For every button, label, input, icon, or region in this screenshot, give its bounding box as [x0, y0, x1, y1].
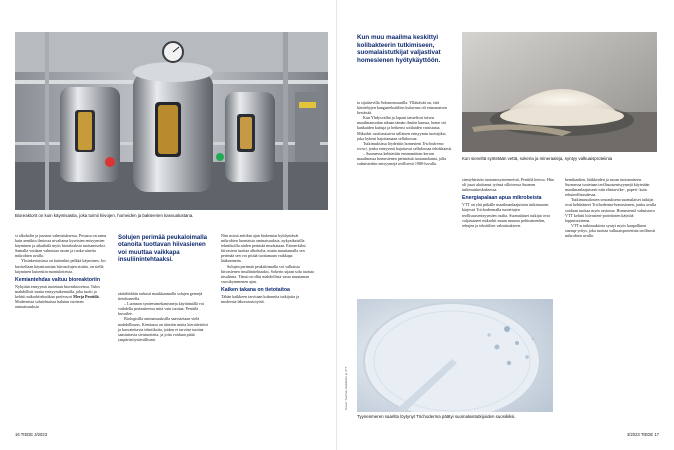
petri-dish-caption: Tyynenmeren saarilta löytynyt Trichoderma päätyi suomalaistutkijoiden suosikiksi.	[357, 414, 516, 419]
paragraph: räätälöidään tarkasti maukkaamalla solujen geenejä tietokoneella.	[118, 291, 203, 302]
paragraph: – Suomessa kehitettiin ensimmäisen kerran maailmassa homesienen perimästä tuotantokanta, jolla valmistettiin entsyymejä teollisesti 1980-luvulla.	[357, 150, 447, 167]
subheading: Energiapalaan apua mikrobeista	[462, 195, 542, 202]
page-gutter	[336, 0, 337, 450]
bioreactor-photo	[15, 32, 328, 210]
paragraph: kemikaalien, lääkkeiden ja ruoan tuottamiseen. Suomessa tuotetaan teollisuusentsyymejä käytetään maailmanlaajuisesti niin elintarvike-, paperi- kuin rehuteollisuudessa.	[565, 177, 650, 198]
paragraph: ta sijaitsevilla Solomonsaarilla. Yllättävää on, että käsiteltyjen kangastekstiilien kuluvuus oli erinomaisen kestävää.	[357, 100, 447, 116]
photo-credit: Kuvat: Tuomas Heikkinen ja VTT	[344, 366, 348, 410]
subheading: Kaiken takana on tietotaitoa	[221, 286, 290, 293]
page-number-right: 3/2023 TIEDE 17	[626, 432, 659, 437]
paragraph-text: , jonka entsyymit hajottavat selluloosaa tehokkaasti.	[366, 145, 453, 151]
right-column-2	[462, 177, 554, 228]
paragraph: Niin missä aettikin ajan biokemiat hyödyntävät mikrobien luontaisia ominaisuuksia, nykyaikaisilla tekniikoilla niiden perimää muokataan. Esimerkiksi hiivasieni tuottaa alkoholia, mutta muuttamalla sen perimää sen voi pistää tuottamaan vaikkapa lääkeaineita.	[221, 233, 306, 264]
left-column-3	[221, 233, 314, 304]
pull-quote: Solujen perimää peukaloimalla otanoita tuottavan hiivasienen voi muuttaa vaikkapa insuliinintehtaaksi.	[118, 234, 208, 264]
paragraph	[357, 141, 453, 151]
paragraph-text: . Modernissa solutehtaissa halutun tuotteen ominaisuuksia	[15, 294, 100, 310]
paragraph: Tutkimustulosten seurauksena suomalaiset tutkijat ovat kehittäneet Trichoderma-homesienen, jonka avulla voidaan tuottaa myös ravintoa. Homesieniä valmistava VTT kehitti hiivasieni-proteiinien käyttöä lopputuotteena.	[565, 197, 657, 223]
paragraph: Kun Yhdysvallat ja Japani taistelivat toisen maailmansodan aikaan tämän ilmiön kanssa, home söi kankaiden kuituja ja heikensi sotilaiden varustusta. Mikrobit osoittautuivat sellaisen entsyymin tuottajiksi, joka kykeni hajottamaan selluloosaa.	[357, 115, 447, 141]
paragraph: VTT on yhä pitkälle maailmanlaajuisten tutkimusten kärjessä Trichodermalla tuotettujen teollisuusentsyymien osalta. Suomalaiset tutkijat ovat valjastaneet mikrobit muun muassa polttoaineiden, rehujen ja tekstiilien valmistukseen.	[462, 202, 550, 228]
paragraph: – Luonnon synteesimekanismeja käyttämällä voi vaihdella periaatteessa mitä vain tuottaa, Penttilä kuvailee.	[118, 301, 205, 317]
species-name: Trichoderma reesei	[357, 140, 444, 151]
paragraph: Biologisilla ominaisuuksilla saavutetaan vielä mahdollisuus. Kemiassa on ääretön mutta kierrätettävä ja kasvatettavia tekniikoita, joiden ei tarvitse tuottaa saastuttavia sivutuotteita, ja joita voidaan pitää ympäristöystävällisinä.	[118, 316, 208, 342]
paragraph-text: Nykyään entsyymit tuotetaan bioreaktoreissa. Tulos mahdollisti mutta entsyymikemialla, joka tuotti ja kehitti mikrobitekniikan professori	[15, 283, 100, 300]
page-number-left: 16 TIEDE 3/2023	[15, 432, 48, 437]
protein-powder-caption: Kun sieneltä syötetään vettä, sokeria ja mineraaleja, syntyy valkuaisproteiinia	[462, 156, 613, 161]
person-name: Merja Penttilä	[73, 294, 99, 300]
paragraph: si alkoholin ja juuston valmistuksessa. Pesussa on sama kuin aentikin ilmiossa nivaltama kyseisten entsyymien käyminen ja aikaikälä myös biotalouksia tuottamiseksi. Samalla voidaan valmistaa ruoan ja ruoka-aineita mikrobien avulla.	[15, 233, 107, 259]
bioreactor-photo-caption: Bioreaktorit on kuin käymisastia, joka toimii hiivojen, homeiden ja bakteerien kasvualustana.	[15, 213, 194, 218]
paragraph	[15, 284, 107, 309]
paragraph: Tähän kaikkeen tarvitaan kokeneita tutkijoita ja modernia laboratoriotyötä.	[221, 294, 300, 305]
right-column-3	[565, 177, 657, 238]
paragraph-text: Tutkimuksissa löydettiin homesieni	[363, 140, 422, 146]
paragraph: Yksinkertaisissa on kuitenkin pelkkä käyminen. Jos kuvitellaan käymisastian hiivasolujen sisään, on siellä käyminen kuitenkin moniulotteista.	[15, 258, 106, 274]
petri-dish-photo	[357, 299, 553, 412]
subheading: Kemiantehdas valtuu bioreaktoriin	[15, 276, 101, 283]
right-column-1	[357, 100, 453, 166]
left-column-1	[15, 233, 107, 309]
left-column-2	[118, 291, 210, 342]
paragraph: sieniyhteisön tuotantosysteemeistä, Penttilä kertoo. Hän oli juuri aloittanut työnsä silloisessa Suomen tutkimuskeskuksessa.	[462, 177, 554, 193]
protein-powder-photo	[462, 32, 657, 152]
pull-quote-right: Kun muu maailma keskittyi kolibakteerin tutkimiseen, suomalaistutkijat valjastivat homesienen hyötykäyttöön.	[357, 34, 441, 64]
paragraph: Solujen perimää peukaloimalla voi valkaista hiivasienen insuliinitehtaaksi. Sokerin sijaan solu tuottaa insuliinia. Tämä on ollut mahdollista vasta muutaman vuosikymmenen ajan.	[221, 263, 315, 284]
paragraph: VTT:n tutkimuksista syntyi myös kaupallinen startup-yritys, joka tuottaa valkuaisproteiinia teollisesti mikrobien avulla.	[565, 222, 656, 239]
